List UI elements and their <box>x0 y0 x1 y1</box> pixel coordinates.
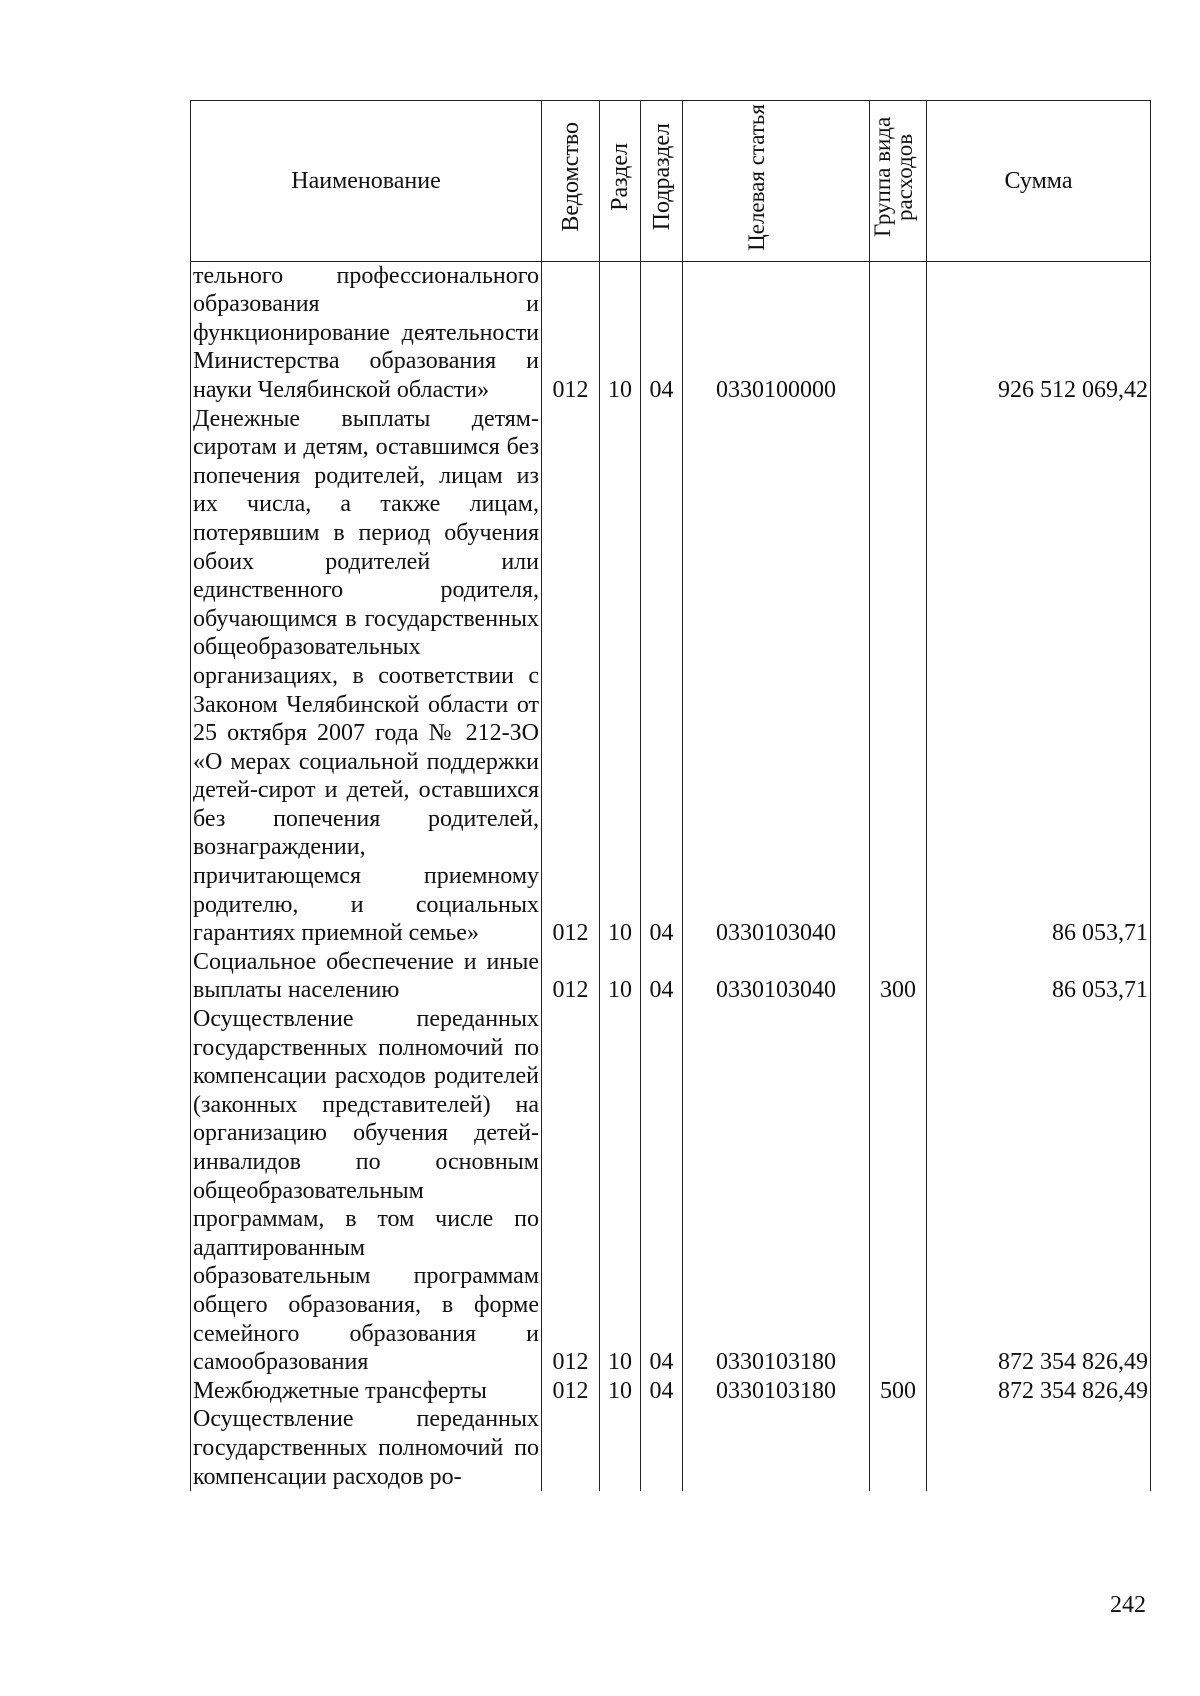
row-podrazdel: 04 <box>641 405 683 948</box>
table-row <box>191 948 1151 1005</box>
row-vedomstvo: 012 <box>542 948 600 1005</box>
row-celevaya: 0330103040 <box>683 948 870 1005</box>
row-gruppa <box>870 1405 927 1491</box>
row-name: Межбюджетные трансферты <box>191 1377 542 1406</box>
row-name: Денежные выплаты детям-сиротам и детям, оставшимся без попечения родителей, лицам из их числа, а также лицам, потерявшим в период обучения обоих родителей или единственного родителя, обучающимся в государственных общеобразовательных организациях, в соответствии с Законом Челябинской области от 25 октября 2007 года № 212-ЗО «О мерах социальной поддержки детей-сирот и детей, оставшихся без попечения родителей, вознаграждении, причитающемся приемному родителю, и социальных гарантиях приемной семье» <box>191 405 542 948</box>
header-name: Наименование <box>191 101 542 262</box>
table-row <box>191 261 1151 404</box>
row-gruppa: 500 <box>870 1377 927 1406</box>
row-vedomstvo: 012 <box>542 1377 600 1406</box>
row-name: Осуществление переданных государственных полномочий по компенсации расходов ро- <box>191 1405 542 1491</box>
row-razdel: 10 <box>600 948 641 1005</box>
row-celevaya <box>683 1405 870 1491</box>
row-razdel: 10 <box>600 1377 641 1406</box>
table-row <box>191 1405 1151 1491</box>
row-summa <box>927 1405 1151 1491</box>
row-razdel: 10 <box>600 261 641 404</box>
row-vedomstvo: 012 <box>542 1005 600 1377</box>
row-gruppa <box>870 1005 927 1377</box>
row-name: тельного профессионального образования и функционирование деятельности Министерства образования и науки Челябинской области» <box>191 261 542 404</box>
row-summa: 872 354 826,49 <box>927 1377 1151 1406</box>
table-row <box>191 1005 1151 1377</box>
row-gruppa <box>870 405 927 948</box>
header-vedomstvo: Ведомство <box>542 101 600 262</box>
row-celevaya: 0330100000 <box>683 261 870 404</box>
row-gruppa <box>870 261 927 404</box>
row-razdel: 10 <box>600 405 641 948</box>
row-vedomstvo: 012 <box>542 405 600 948</box>
row-name: Социальное обеспечение и иные выплаты населению <box>191 948 542 1005</box>
row-vedomstvo <box>542 1405 600 1491</box>
budget-table <box>190 100 1151 1491</box>
row-podrazdel: 04 <box>641 261 683 404</box>
table-row <box>191 405 1151 948</box>
row-podrazdel: 04 <box>641 1005 683 1377</box>
row-gruppa: 300 <box>870 948 927 1005</box>
row-celevaya: 0330103180 <box>683 1005 870 1377</box>
header-summa: Сумма <box>927 101 1151 262</box>
header-razdel: Раздел <box>600 101 641 262</box>
row-podrazdel: 04 <box>641 1377 683 1406</box>
row-celevaya: 0330103040 <box>683 405 870 948</box>
row-razdel <box>600 1405 641 1491</box>
row-summa: 926 512 069,42 <box>927 261 1151 404</box>
row-podrazdel <box>641 1405 683 1491</box>
row-summa: 86 053,71 <box>927 405 1151 948</box>
header-celevaya: Целевая статья <box>683 101 870 262</box>
row-razdel: 10 <box>600 1005 641 1377</box>
row-celevaya: 0330103180 <box>683 1377 870 1406</box>
row-summa: 86 053,71 <box>927 948 1151 1005</box>
table-row <box>191 1377 1151 1406</box>
row-summa: 872 354 826,49 <box>927 1005 1151 1377</box>
row-vedomstvo: 012 <box>542 261 600 404</box>
page-number: 242 <box>1110 1592 1146 1618</box>
header-gruppa: Группа вида расходов <box>870 101 927 262</box>
row-name: Осуществление переданных государственных полномочий по компенсации расходов родителей (законных представителей) на организацию обучения детей-инвалидов по основным общеобразовательным программам, в том числе по адаптированным образовательным программам общего образования, в форме семейного образования и самообразования <box>191 1005 542 1377</box>
header-podrazdel: Подраздел <box>641 101 683 262</box>
table-header-row <box>191 101 1151 262</box>
row-podrazdel: 04 <box>641 948 683 1005</box>
